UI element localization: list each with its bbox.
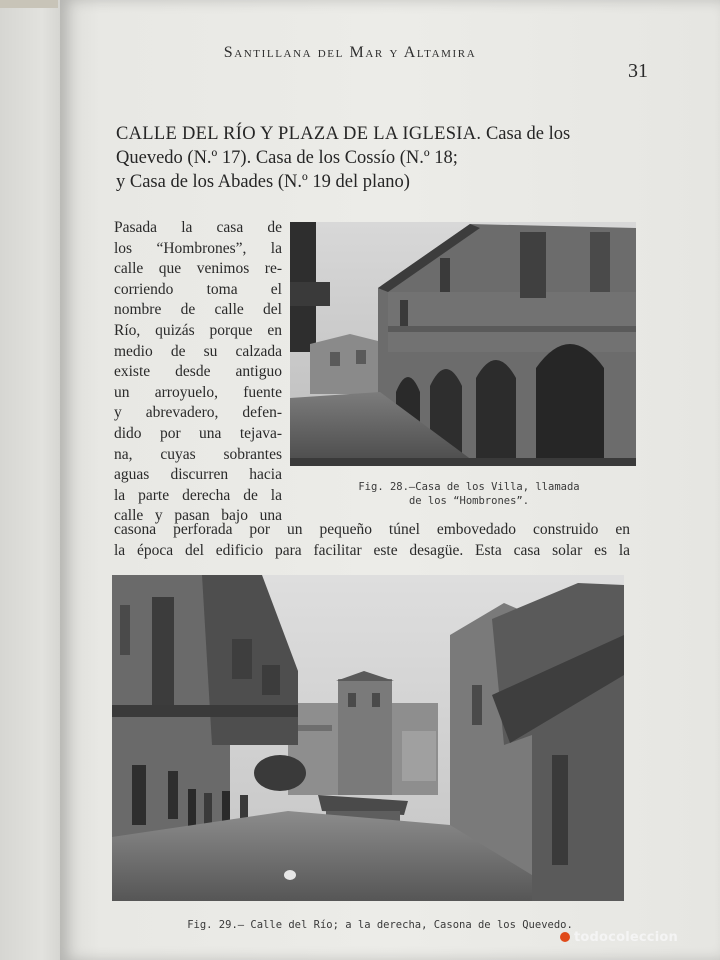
text-line: un arroyuelo, fuente [114,383,282,401]
fig28-image [290,222,636,466]
text-line: calle y pasan bajo una [114,507,282,525]
spine-stripe [0,0,58,8]
text-line: casona perforada por un pequeño túnel embovedado construido en [114,521,630,538]
section-heading-line3: y Casa de los Abades (N.º 19 del plano) [116,172,410,192]
section-heading-line1-rest: Casa de los [481,124,571,144]
text-line: aguas discurren hacia [114,466,282,484]
fig28-photo [290,222,636,466]
text-line: dido por una tejava- [114,424,282,442]
section-heading-line2: Quevedo (N.º 17). Casa de los Cossío (N.º 18; [116,148,458,168]
text-line: la parte derecha de la [114,486,282,504]
watermark [560,930,678,945]
text-line: Pasada la casa de [114,219,282,236]
text-line: y abrevadero, defen- [114,404,282,422]
fig29-image [112,575,624,901]
watermark-logo-icon [560,932,570,942]
fig29-caption: Fig. 29.– Calle del Río; a la derecha, Casona de los Quevedo. [187,919,573,931]
page-number: 31 [628,60,648,82]
text-line: existe desde antiguo [114,363,282,381]
text-line: los “Hombrones”, la [114,239,282,257]
fig28-caption-line2: de los “Hombrones”. [408,495,530,507]
fig28-caption [334,480,604,508]
text-line: medio de su calzada [114,342,282,360]
running-head: Santillana del Mar y Altamira [223,44,477,61]
text-line: corriendo toma el [114,280,282,298]
text-line: Río, quizás porque en [114,321,282,339]
text-line: na, cuyas sobrantes [114,445,282,463]
text-line: calle que venimos re- [114,260,282,278]
body-text-wide [114,520,630,561]
fig29-photo [112,575,624,901]
section-heading [116,122,596,194]
fig28-caption-line1: Fig. 28.—Casa de los Villa, llamada [358,481,580,493]
text-line: nombre de calle del [114,301,282,319]
text-line: la época del edificio para facilitar este desagüe. Esta casa solar es la [114,541,630,559]
watermark-text: todocoleccion [574,930,678,945]
section-heading-caps: CALLE DEL RÍO Y PLAZA DE LA IGLESIA. [116,124,482,144]
body-text-narrow [114,218,282,527]
